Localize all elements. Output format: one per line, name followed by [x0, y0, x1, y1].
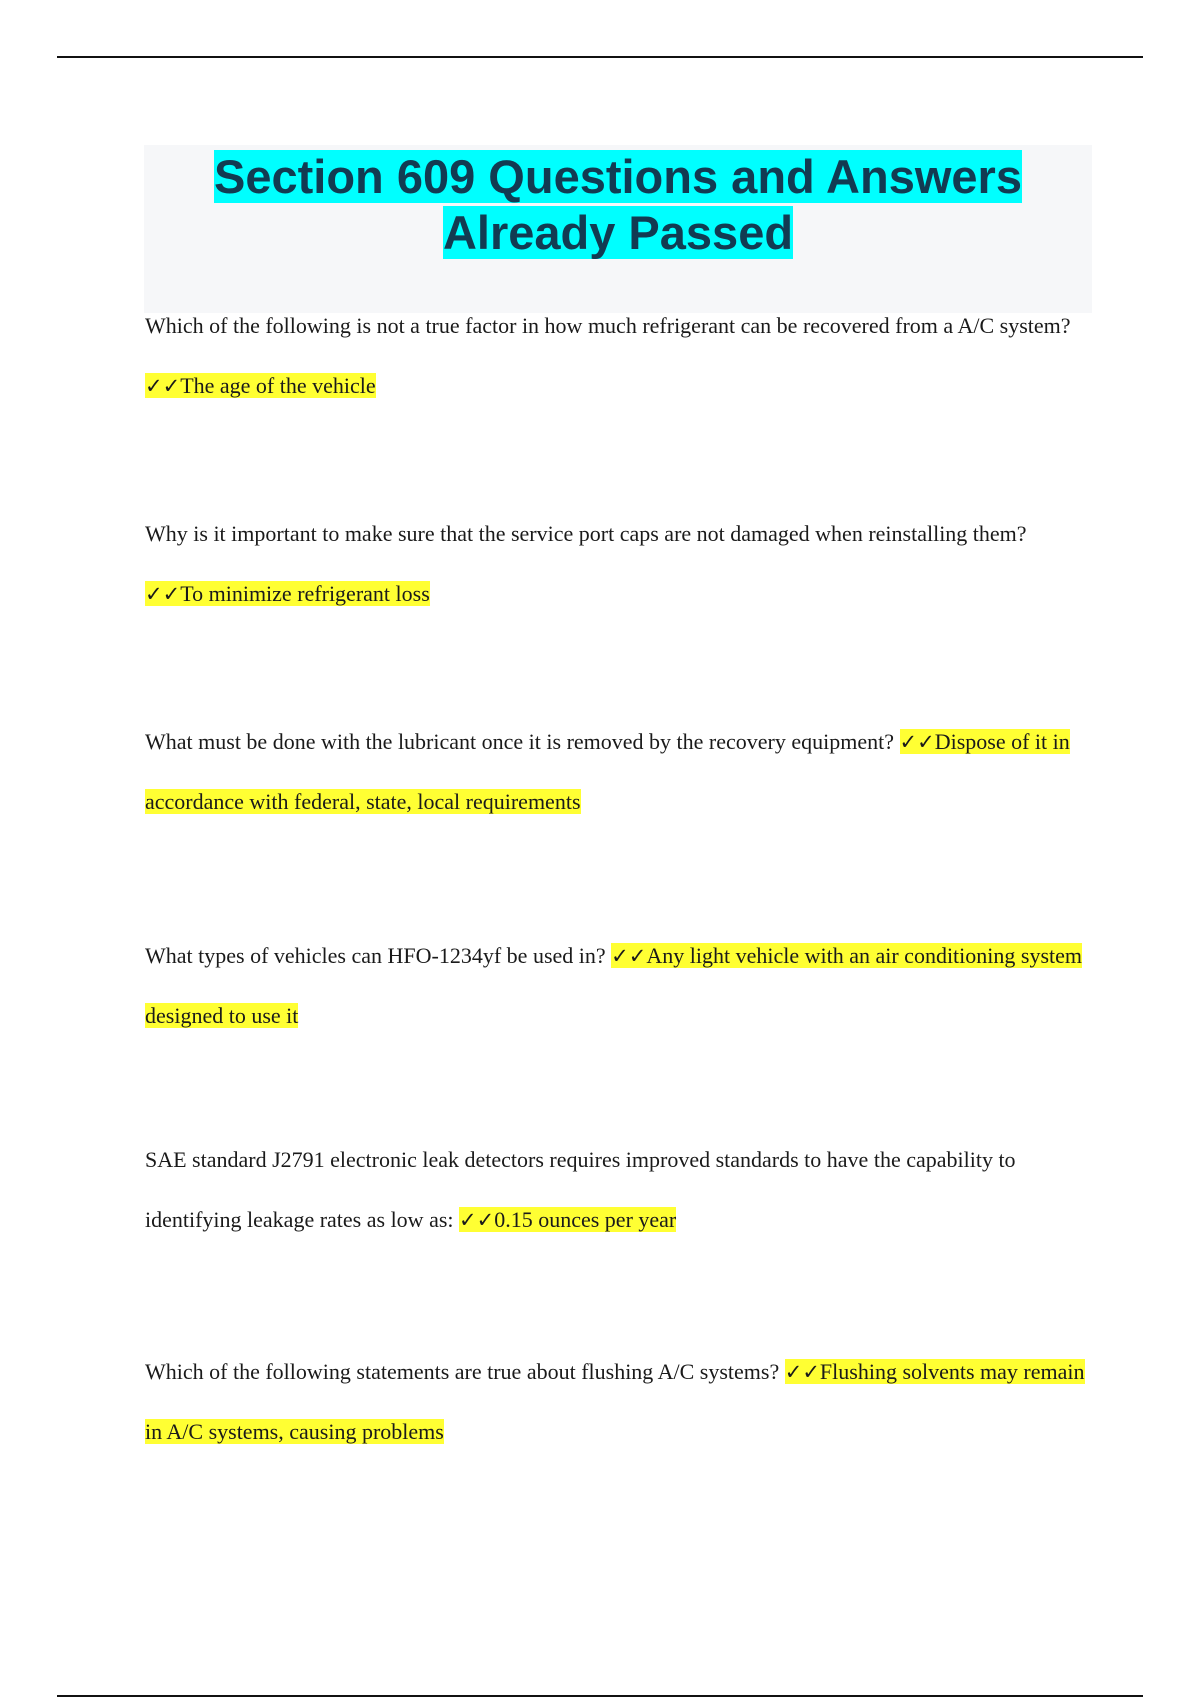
title-block: [144, 145, 1092, 313]
question-text: What types of vehicles can HFO-1234yf be used in?: [145, 943, 606, 968]
answer-highlight: [459, 1207, 676, 1232]
answer-text: The age of the vehicle: [180, 373, 376, 398]
title-line-1: Section 609 Questions and Answers: [214, 150, 1022, 203]
question-text: Which of the following is not a true factor in how much refrigerant can be recovered from a A/C system?: [145, 313, 1071, 338]
answer-text: Any light vehicle with an air conditioning system designed to use it: [145, 943, 1083, 1028]
title-line-2: Already Passed: [442, 206, 794, 259]
double-check-icon: ✓✓: [784, 1360, 820, 1384]
answer-text: Dispose of it in accordance with federal, state, local requirements: [145, 729, 1070, 814]
question-text: Which of the following statements are true about flushing A/C systems?: [145, 1359, 780, 1384]
question-text: Why is it important to make sure that the service port caps are not damaged when reinstalling them?: [145, 521, 1027, 546]
header-rule: [57, 56, 1143, 58]
double-check-icon: ✓✓: [611, 944, 647, 968]
double-check-icon: ✓✓: [145, 374, 181, 398]
answer-highlight: [145, 373, 376, 398]
footer-rule: [57, 1695, 1143, 1697]
answer-text: 0.15 ounces per year: [494, 1207, 677, 1232]
qa-item-3: [145, 712, 1085, 832]
double-check-icon: ✓✓: [899, 730, 935, 754]
question-text: SAE standard J2791 electronic leak detectors requires improved standards to have the capability to identifying leakage rates as low as:: [145, 1147, 1016, 1232]
answer-text: To minimize refrigerant loss: [180, 581, 430, 606]
double-check-icon: ✓✓: [459, 1208, 495, 1232]
qa-item-4: [145, 926, 1085, 1046]
answer-highlight: [145, 581, 430, 606]
page-title: [144, 145, 1092, 261]
question-text: What must be done with the lubricant once it is removed by the recovery equipment?: [145, 729, 894, 754]
double-check-icon: ✓✓: [145, 582, 181, 606]
answer-text: Flushing solvents may remain in A/C systems, causing problems: [145, 1359, 1085, 1444]
qa-item-5: [145, 1130, 1085, 1250]
qa-item-6: [145, 1342, 1085, 1462]
qa-item-2: [145, 504, 1085, 624]
qa-item-1: [145, 296, 1085, 416]
